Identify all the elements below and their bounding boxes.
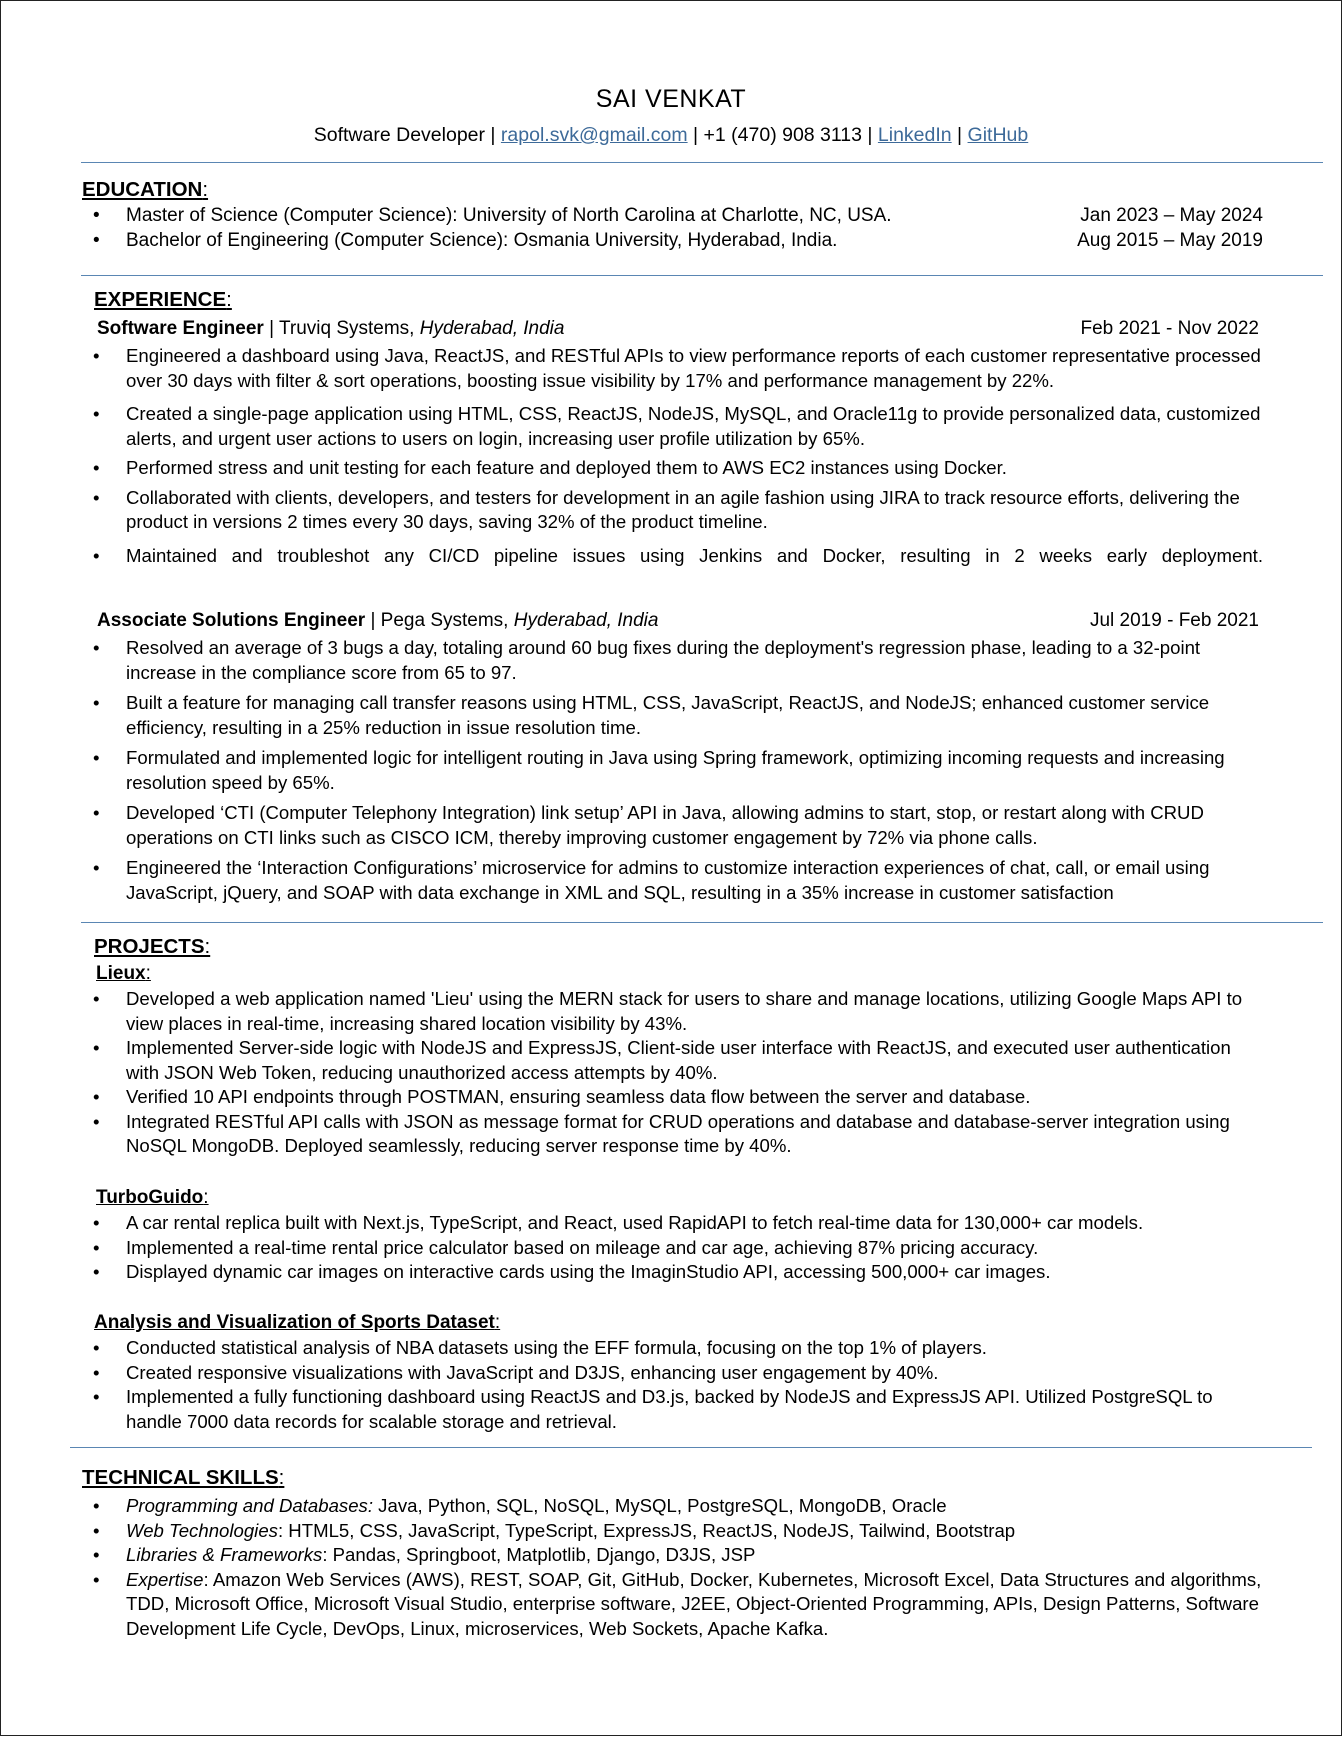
projects-heading: PROJECTS:: [94, 935, 211, 958]
list-item: • Integrated RESTful API calls with JSON as message format for CRUD operations and database and database-server integration using NoSQL MongoDB. Deployed seamlessly, reducing server response time by 40%.: [93, 1110, 1263, 1159]
list-item: • Created a single-page application using HTML, CSS, ReactJS, NodeJS, MySQL, and Oracle11g to provide personalized data, customized alerts, and urgent user actions to users on login, increasing user profile utilization by 65%.: [93, 402, 1263, 451]
list-item: • Verified 10 API endpoints through POSTMAN, ensuring seamless data flow between the server and database.: [93, 1085, 1263, 1110]
separator: |: [951, 124, 968, 146]
skill-label: Web Technologies: [126, 1519, 278, 1541]
list-item: • Implemented a real-time rental price calculator based on mileage and car age, achieving 87% pricing accuracy.: [93, 1236, 1263, 1261]
project-title: Analysis and Visualization of Sports Dataset:: [94, 1312, 501, 1333]
list-item: • Created responsive visualizations with JavaScript and D3JS, enhancing user engagement by 40%.: [93, 1361, 1263, 1386]
project-title: Lieux:: [96, 963, 151, 984]
divider: [70, 1447, 1312, 1448]
job-bullets: [93, 344, 1263, 568]
project-bullets: [93, 1211, 1263, 1285]
skill-item: [93, 1568, 1263, 1642]
job-title: Software Engineer: [97, 318, 264, 339]
list-item: • Displayed dynamic car images on interactive cards using the ImaginStudio API, accessing 500,000+ car images.: [93, 1260, 1263, 1285]
project-bullets: [93, 987, 1263, 1159]
list-item: • Engineered the ‘Interaction Configurations’ microservice for admins to customize interaction experiences of chat, call, or email using JavaScript, jQuery, and SOAP with data exchange in XML and SQL, resulting in a 35% increase in customer satisfaction: [93, 856, 1263, 905]
education-date: Jan 2023 – May 2024: [1080, 205, 1263, 226]
job-company: | Pega Systems,: [365, 610, 514, 631]
job-location: Hyderabad, India: [419, 318, 565, 339]
skill-value: : Pandas, Springboot, Matplotlib, Django, D3JS, JSP: [322, 1544, 756, 1565]
linkedin-link[interactable]: LinkedIn: [877, 124, 952, 146]
job-title-line: [97, 318, 564, 340]
list-item: • Implemented Server-side logic with NodeJS and ExpressJS, Client-side user interface with ReactJS, and executed user authentication with JSON Web Token, reducing unauthorized access attempts by 40%.: [93, 1036, 1263, 1085]
list-item: • Resolved an average of 3 bugs a day, totaling around 60 bug fixes during the deployment's regression phase, leading to a 32-point increase in the compliance score from 65 to 97.: [93, 636, 1263, 685]
education-item: [93, 230, 1263, 254]
skills-list: [93, 1494, 1263, 1641]
separator: |: [485, 124, 501, 146]
skill-item: [93, 1519, 1263, 1544]
education-item: [93, 205, 1263, 229]
skill-value: : HTML5, CSS, JavaScript, TypeScript, ExpressJS, ReactJS, NodeJS, Tailwind, Bootstrap: [277, 1519, 1016, 1541]
skills-heading: TECHNICAL SKILLS:: [82, 1466, 285, 1489]
job-location: Hyderabad, India: [513, 610, 659, 631]
contact-line: [1, 124, 1341, 147]
list-item: • Implemented a fully functioning dashboard using ReactJS and D3.js, backed by NodeJS and ExpressJS API. Utilized PostgreSQL to handle 7000 data records for scalable storage and retrieval.: [93, 1385, 1263, 1434]
role-text: Software Developer: [313, 124, 486, 146]
skill-item: [93, 1494, 1263, 1519]
bullet: •: [93, 230, 100, 251]
list-item: • Built a feature for managing call transfer reasons using HTML, CSS, JavaScript, ReactJS, and NodeJS; enhanced customer service efficiency, resulting in a 25% reduction in issue resolution time.: [93, 691, 1263, 740]
skill-label: Libraries & Frameworks: [126, 1544, 323, 1565]
skill-value: : Amazon Web Services (AWS), REST, SOAP, Git, GitHub, Docker, Kubernetes, Microsoft Excel, Data Structures and algorithms, TDD, Microsoft Office, Microsoft Visual Studio, enterprise software, J2EE, Object-Oriented Programming, APIs, Design Patterns, Software Development Life Cycle, DevOps, Linux, microservices, Web Sockets, Apache Kafka.: [126, 1568, 1262, 1639]
phone-text: +1 (470) 908 3113: [703, 124, 862, 146]
list-item: • Engineered a dashboard using Java, ReactJS, and RESTful APIs to view performance reports of each customer representative processed over 30 days with filter & sort operations, boosting issue visibility by 17% and performance management by 22%.: [93, 344, 1263, 393]
project-title: TurboGuido:: [96, 1187, 209, 1208]
education-heading: EDUCATION:: [82, 178, 209, 201]
job-company: | Truviq Systems,: [263, 318, 420, 339]
list-item: • Conducted statistical analysis of NBA datasets using the EFF formula, focusing on the top 1% of players.: [93, 1336, 1263, 1361]
job-date: Feb 2021 - Nov 2022: [1080, 318, 1259, 339]
separator: |: [862, 124, 878, 146]
separator: |: [687, 124, 704, 146]
list-item: • Performed stress and unit testing for each feature and deployed them to AWS EC2 instances using Docker.: [93, 456, 1263, 481]
list-item: • Developed a web application named 'Lieu' using the MERN stack for users to share and manage locations, utilizing Google Maps API to view places in real-time, increasing shared location visibility by 43%.: [93, 987, 1263, 1036]
list-item: • Maintained and troubleshot any CI/CD pipeline issues using Jenkins and Docker, resulting in 2 weeks early deployment.: [93, 544, 1263, 569]
list-item: • A car rental replica built with Next.js, TypeScript, and React, used RapidAPI to fetch real-time data for 130,000+ car models.: [93, 1211, 1263, 1236]
education-degree: Master of Science (Computer Science): University of North Carolina at Charlotte, NC, USA.: [126, 205, 892, 226]
skill-label: Programming and Databases:: [126, 1495, 374, 1516]
experience-heading: EXPERIENCE:: [94, 288, 232, 311]
education-degree: Bachelor of Engineering (Computer Science): Osmania University, Hyderabad, India.: [126, 230, 838, 251]
skill-item: [93, 1543, 1263, 1568]
bullet: •: [93, 205, 100, 226]
divider: [81, 922, 1323, 923]
education-date: Aug 2015 – May 2019: [1077, 230, 1263, 251]
divider: [81, 275, 1323, 276]
skill-value: Java, Python, SQL, NoSQL, MySQL, PostgreSQL, MongoDB, Oracle: [373, 1495, 947, 1516]
project-bullets: [93, 1336, 1263, 1434]
divider: [81, 162, 1323, 163]
job-title: Associate Solutions Engineer: [97, 610, 366, 631]
candidate-name: SAI VENKAT: [595, 85, 747, 113]
email-link[interactable]: rapol.svk@gmail.com: [500, 124, 688, 146]
job-date: Jul 2019 - Feb 2021: [1089, 610, 1259, 631]
skill-label: Expertise: [126, 1568, 204, 1590]
job-title-line: [97, 610, 658, 632]
job-bullets: [93, 636, 1263, 905]
list-item: • Collaborated with clients, developers, and testers for development in an agile fashion using JIRA to track resource efforts, delivering the product in versions 2 times every 30 days, saving 32% of the product timeline.: [93, 486, 1263, 535]
github-link[interactable]: GitHub: [967, 124, 1029, 146]
list-item: • Formulated and implemented logic for intelligent routing in Java using Spring framework, optimizing incoming requests and increasing resolution speed by 65%.: [93, 746, 1263, 795]
list-item: • Developed ‘CTI (Computer Telephony Integration) link setup’ API in Java, allowing admins to start, stop, or restart along with CRUD operations on CTI links such as CISCO ICM, thereby improving customer engagement by 72% via phone calls.: [93, 801, 1263, 850]
